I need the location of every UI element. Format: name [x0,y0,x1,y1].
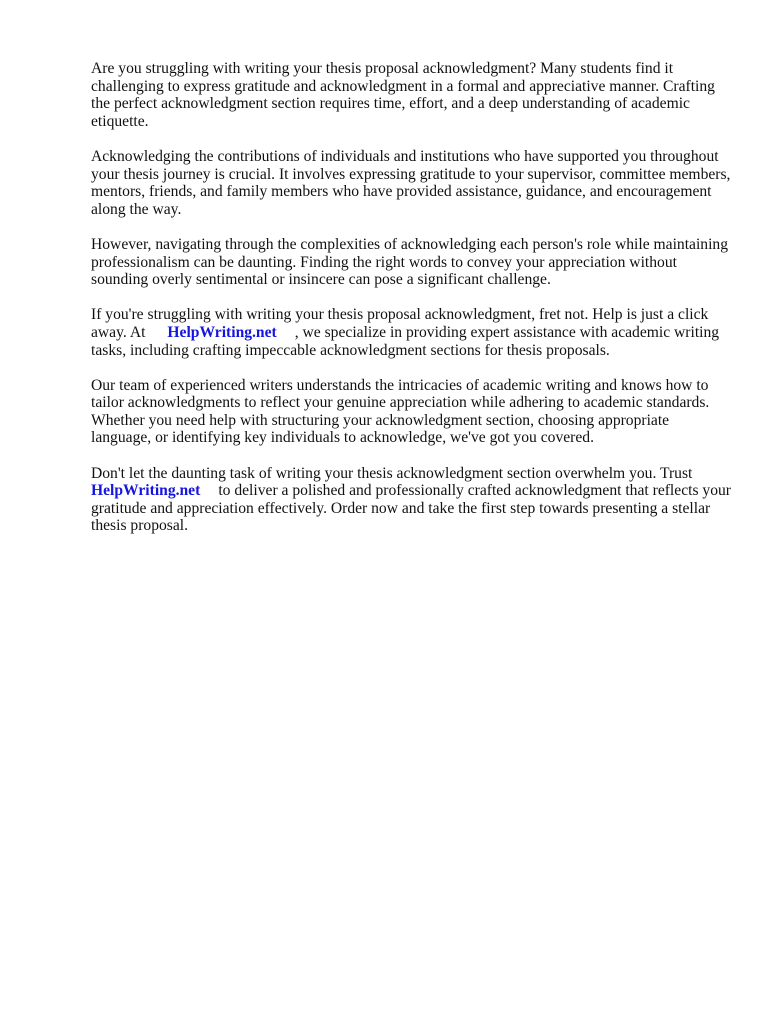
paragraph-intro: Are you struggling with writing your thesis proposal acknowledgment? Many students find it challenging to express gratitude and acknowledgment in a formal and appreciative manner. Crafting the perfect acknowledgment section requires time, effort, and a deep understanding of academic etiquette. [91,60,715,130]
paragraph-help-offer-text-before: If you're struggling with writing your thesis proposal acknowledgment, fret not. Help is just a click away. At [91,306,709,341]
paragraph-cta-text-before: Don't let the daunting task of writing your thesis acknowledgment section overwhelm you. Trust [91,464,693,482]
document-page [91,60,731,553]
paragraph-contributions: Acknowledging the contributions of individuals and institutions who have supported you throughout your thesis journey is crucial. It involves expressing gratitude to your supervisor, committee members, mentors, friends, and family members who have provided assistance, guidance, and encouragement along the way. [91,147,731,218]
paragraph-team: Our team of experienced writers understands the intricacies of academic writing and knows how to tailor acknowledgments to reflect your genuine appreciation while adhering to academic standards. Whether you need help with structuring your acknowledgment section, choosing appropriate language, or identifying key individuals to acknowledge, we've got you covered. [91,376,710,447]
paragraph-cta-text-after: to deliver a polished and professionally crafted acknowledgment that reflects your gratitude and appreciation effectively. Order now and take the first step towards presenting a stellar thesis proposal. [91,482,731,535]
helpwriting-link[interactable]: HelpWriting.net [167,323,277,341]
paragraph-help-offer-text-after: , we specialize in providing expert assistance with academic writing tasks, including crafting impeccable acknowledgment sections for thesis proposals. [91,323,720,359]
paragraph-complexities: However, navigating through the complexities of acknowledging each person's role while maintaining professionalism can be daunting. Finding the right words to convey your appreciation without sounding overly sentimental or insincere can pose a significant challenge. [91,235,729,289]
helpwriting-link-cta[interactable]: HelpWriting.net [91,482,201,500]
paragraph-help-offer [91,306,731,359]
paragraph-call-to-action [91,465,731,535]
